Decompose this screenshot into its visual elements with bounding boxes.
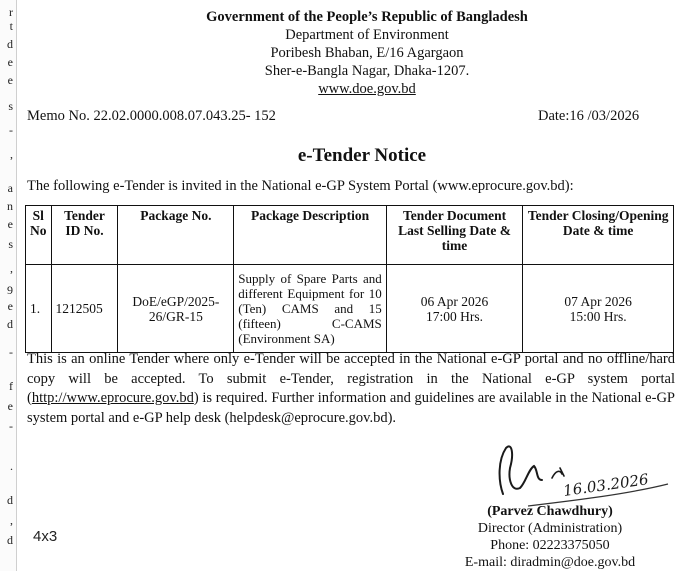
notice-title: e-Tender Notice (297, 145, 427, 166)
signatory-name: (Parvez Chawdhury) (487, 504, 613, 519)
signatory-designation: Director (Administration) (477, 521, 623, 536)
edge-letter: n (7, 199, 13, 213)
doc-last-time: 17:00 Hrs. (426, 308, 484, 324)
table-row (26, 265, 674, 353)
notice-date: Date:16 /03/2026 (538, 108, 640, 124)
signature-image (468, 440, 678, 510)
edge-letter: s (8, 237, 13, 251)
letterhead (0, 5, 694, 98)
edge-letter: d (7, 533, 13, 547)
edge-letter: , (10, 147, 13, 161)
instructions-part-1: This is an online Tender where only e-Tender will be accepted in the National e-GP portal and no offline/hard copy will be accepted. To submit e-Tender, registration in the National e-GP system portal ( (27, 351, 675, 406)
cell-closing-opening (523, 265, 674, 353)
edge-letter: - (9, 419, 13, 433)
website-link[interactable]: www.doe.gov.bd (318, 81, 416, 97)
edge-letter: f (9, 379, 13, 393)
edge-letter: d (7, 493, 13, 507)
intro-text: The following e-Tender is invited in the National e-GP System Portal (www.eprocure.gov.bd): (27, 178, 574, 194)
cell-package-description: Supply of Spare Parts and different Equipment for 10 (Ten) CAMS and 15 (fifteen) C-CAMS (Environment SA) (234, 265, 387, 353)
instructions-paragraph (27, 350, 675, 428)
header-document-last-selling: Tender Document Last Selling Date & time (386, 206, 523, 265)
edge-letter: - (9, 345, 13, 359)
header-sl: Sl No (26, 206, 52, 265)
edge-letter: e (7, 55, 13, 69)
edge-letter: . (10, 459, 13, 473)
header-closing-opening: Tender Closing/Opening Date & time (523, 206, 674, 265)
government-name: Government of the People’s Republic of Bangladesh (206, 9, 528, 25)
cell-sl: 1. (26, 265, 52, 353)
edge-letter: r (9, 5, 13, 19)
header-package-description: Package Description (234, 206, 387, 265)
edge-letter: e (7, 399, 13, 413)
edge-letter: e (7, 73, 13, 87)
signatory-phone: Phone: 02223375050 (490, 538, 610, 553)
header-tender-id: Tender ID No. (51, 206, 118, 265)
edge-letter: d (7, 317, 13, 331)
edge-letter: a (7, 181, 13, 195)
header-package-no: Package No. (118, 206, 234, 265)
signatory-block (430, 503, 670, 571)
edge-letter: e (7, 299, 13, 313)
tender-table (25, 205, 674, 353)
memo-number: Memo No. 22.02.0000.008.07.043.25- 152 (27, 108, 276, 124)
cell-package-no: DoE/eGP/2025-26/GR-15 (118, 265, 234, 353)
closing-time: 15:00 Hrs. (569, 308, 627, 324)
edge-letter: e (7, 217, 13, 231)
signatory-email[interactable]: E-mail: diradmin@doe.gov.bd (464, 555, 636, 570)
doc-last-date: 06 Apr 2026 (420, 293, 489, 309)
instructions-part-2: ) is required. Further information and guidelines are available in the National e-GP system portal and e-GP help desk (helpdesk@eprocure.gov.bd). (27, 390, 675, 426)
eprocure-link[interactable]: http://www.eprocure.gov.bd (31, 390, 194, 406)
edge-letter: , (10, 513, 13, 527)
department-name: Department of Environment (285, 27, 449, 43)
closing-date: 07 Apr 2026 (564, 293, 632, 309)
edge-letter: t (9, 19, 13, 33)
page-tag: 4x3 (33, 528, 58, 545)
edge-letter: , (10, 261, 13, 275)
address-line-2: Sher-e-Bangla Nagar, Dhaka-1207. (264, 63, 470, 79)
signature-date: 16.03.2026 (562, 470, 650, 500)
edge-letter: 9 (7, 283, 13, 297)
cell-document-last-selling (386, 265, 523, 353)
cell-tender-id: 1212505 (51, 265, 118, 353)
table-header-row (26, 206, 674, 265)
edge-letter: s (8, 99, 13, 113)
address-line-1: Poribesh Bhaban, E/16 Agargaon (270, 45, 464, 61)
edge-letter: d (7, 37, 13, 51)
edge-letter: - (9, 123, 13, 137)
